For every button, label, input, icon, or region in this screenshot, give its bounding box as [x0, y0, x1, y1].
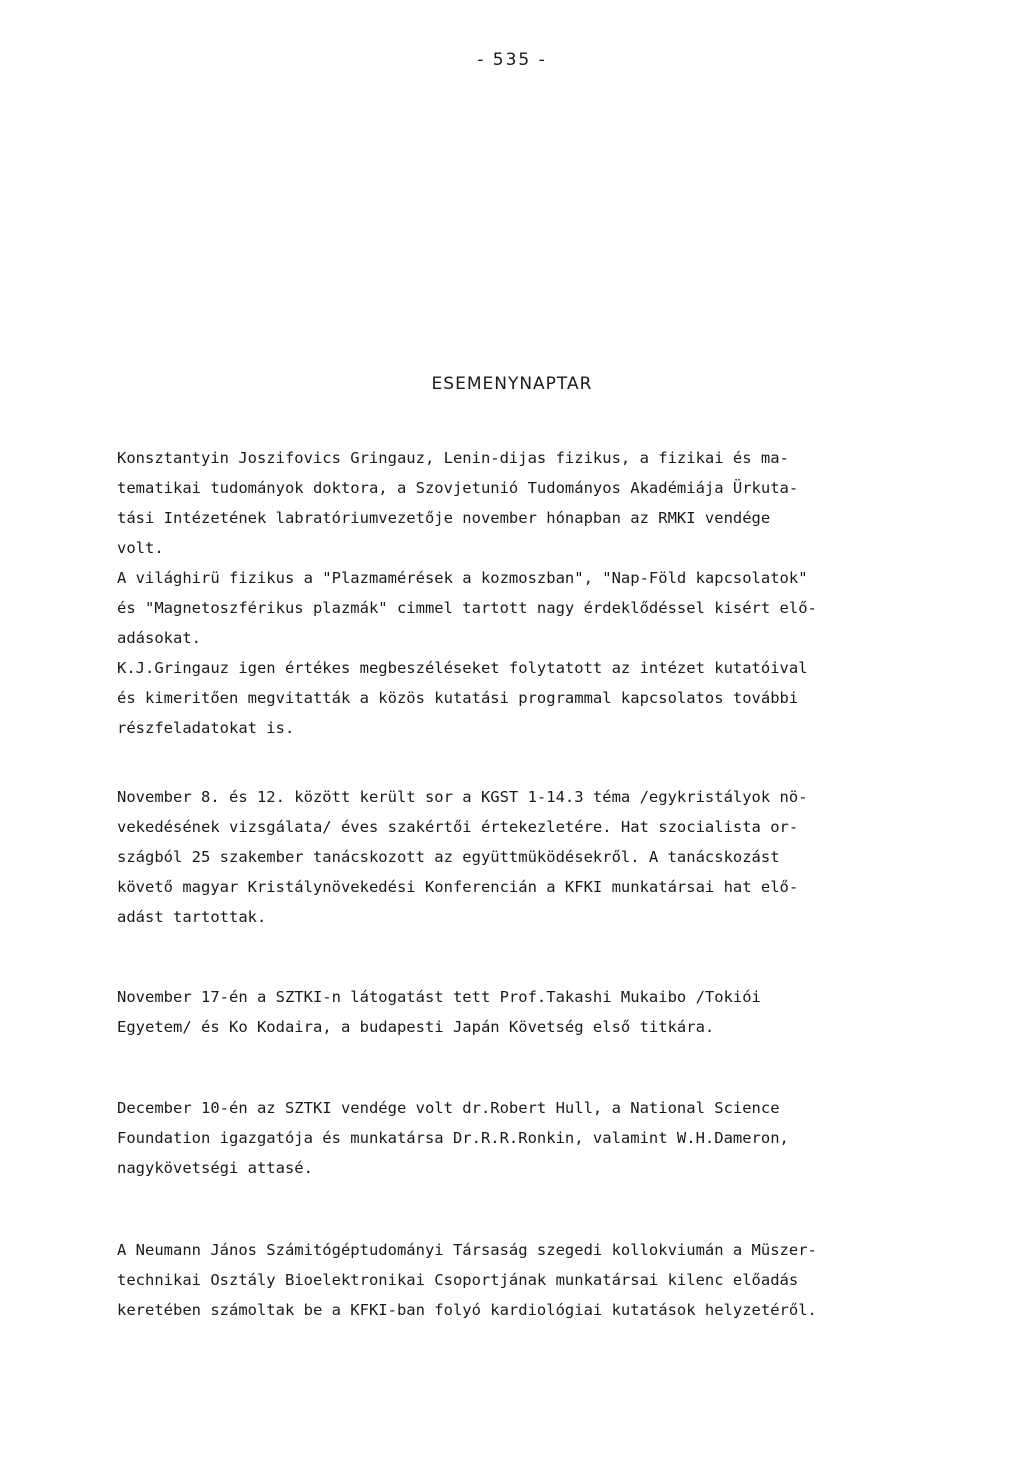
text-line: és kimeritően megvitatták a közös kutatási programmal kapcsolatos további: [117, 689, 799, 707]
text-line: December 10-én az SZTKI vendége volt dr.Robert Hull, a National Science: [117, 1099, 780, 1117]
text-line: Konsztantyin Joszifovics Gringauz, Lenin-dijas fizikus, a fizikai és ma-: [117, 449, 789, 467]
text-line: adásokat.: [117, 629, 201, 647]
paragraph-gringauz-visit: [117, 443, 957, 743]
text-line: November 8. és 12. között került sor a KGST 1-14.3 téma /egykristályok nö-: [117, 788, 808, 806]
page-heading: ESEMENYNAPTAR: [431, 374, 593, 394]
text-line: K.J.Gringauz igen értékes megbeszéléseket folytatott az intézet kutatóival: [117, 659, 808, 677]
text-line: Foundation igazgatója és munkatársa Dr.R.R.Ronkin, valamint W.H.Dameron,: [117, 1129, 789, 1147]
text-line: vekedésének vizsgálata/ éves szakértői értekezletére. Hat szocialista or-: [117, 818, 799, 836]
paragraph-mukaibo-visit: [117, 982, 957, 1042]
text-line: volt.: [117, 539, 164, 557]
text-line: technikai Osztály Bioelektronikai Csoportjának munkatársai kilenc előadás: [117, 1271, 799, 1289]
paragraph-neumann-colloquium: [117, 1235, 957, 1325]
text-line: szágból 25 szakember tanácskozott az együttmüködésekről. A tanácskozást: [117, 848, 780, 866]
text-line: Egyetem/ és Ko Kodaira, a budapesti Japán Követség első titkára.: [117, 1018, 715, 1036]
text-line: és "Magnetoszférikus plazmák" cimmel tartott nagy érdeklődéssel kisért elő-: [117, 599, 817, 617]
text-line: nagykövetségi attasé.: [117, 1159, 313, 1177]
text-line: tematikai tudományok doktora, a Szovjetunió Tudományos Akadémiája Ürkuta-: [117, 479, 799, 497]
paragraph-hull-visit: [117, 1093, 957, 1183]
text-line: adást tartottak.: [117, 908, 267, 926]
text-line: A Neumann János Számitógéptudományi Társaság szegedi kollokviumán a Müszer-: [117, 1241, 817, 1259]
paragraph-kgst-meeting: [117, 782, 957, 932]
text-line: keretében számoltak be a KFKI-ban folyó kardiológiai kutatások helyzetéről.: [117, 1301, 817, 1319]
text-line: A világhirü fizikus a "Plazmamérések a kozmoszban", "Nap-Föld kapcsolatok": [117, 569, 808, 587]
text-line: követő magyar Kristálynövekedési Konferencián a KFKI munkatársai hat elő-: [117, 878, 799, 896]
page-number: - 535 -: [477, 50, 547, 70]
text-line: részfeladatokat is.: [117, 719, 295, 737]
text-line: November 17-én a SZTKI-n látogatást tett Prof.Takashi Mukaibo /Tokiói: [117, 988, 761, 1006]
text-line: tási Intézetének labratóriumvezetője november hónapban az RMKI vendége: [117, 509, 771, 527]
